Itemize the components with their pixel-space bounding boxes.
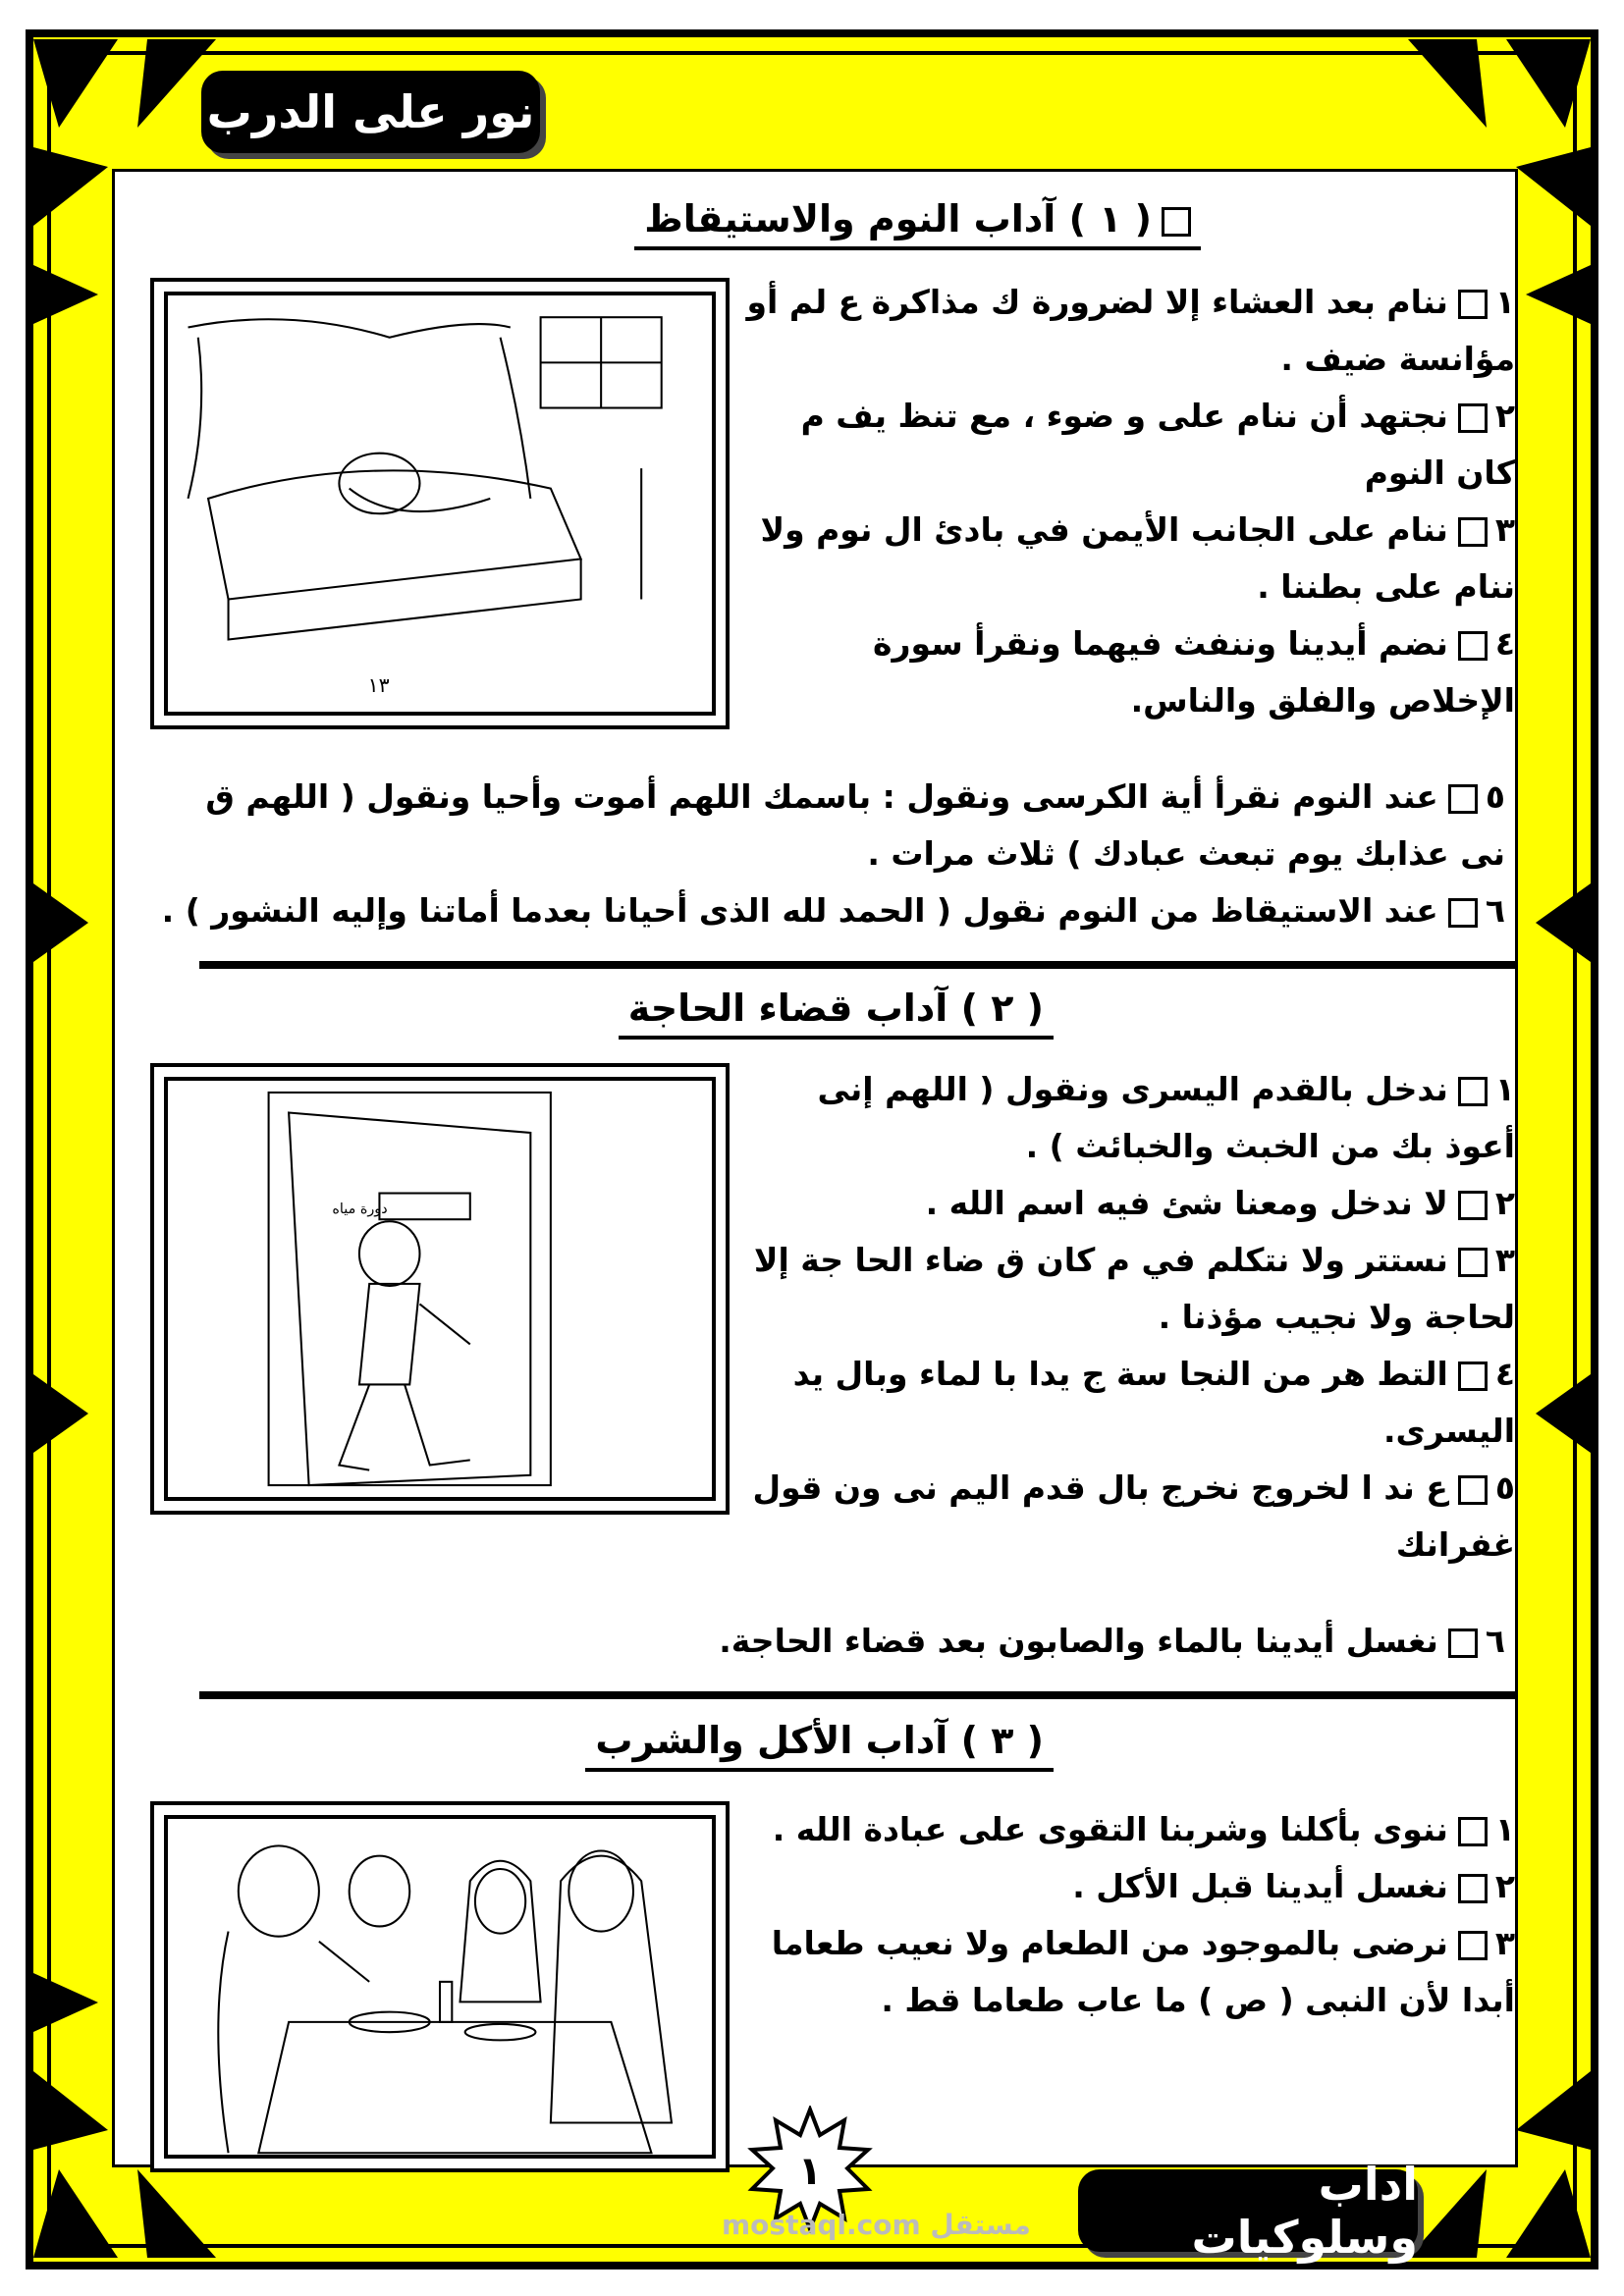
item-checkbox[interactable]: [1458, 1077, 1488, 1106]
list-item: ٣نستتر ولا نتكلم في م كان ق ضاء الحا جة إلا لحاجة ولا نجيب مؤذنا .: [753, 1241, 1515, 1336]
section-1-list-wide: [150, 769, 1505, 939]
list-item: ١ندخل بالقدم اليسرى ونقول ( اللهم إنى أعوذ بك من الخبث والخبائث ) .: [817, 1070, 1515, 1165]
section-3-title: ( ٣ ) آداب الأكل والشرب: [585, 1719, 1054, 1772]
list-item: ٣ننام على الجانب الأيمن في بادئ ال نوم ولا ننام على بطننا .: [760, 510, 1515, 606]
section-2-title: ( ٢ ) آداب قضاء الحاجة: [619, 987, 1054, 1040]
series-title-tag: [201, 71, 540, 153]
list-item: ٥عند النوم نقرأ أية الكرسى ونقول : باسمك اللهم أموت وأحيا ونقول ( اللهم ق نى عذابك يوم تبعث عبادك ) ثلاث مرات .: [205, 777, 1505, 873]
series-title: نور على الدرب: [206, 85, 535, 138]
sleep-image-page-number: ١٣: [367, 672, 390, 697]
list-item: ١ننوى بأكلنا وشربنا التقوى على عبادة الله .: [772, 1810, 1515, 1848]
door-sign: دورة مياه: [332, 1201, 388, 1218]
dining-sketch: [164, 1815, 716, 2159]
section-3-list: [739, 1801, 1515, 2029]
list-item: ٢نغسل أيدينا قبل الأكل .: [1072, 1867, 1515, 1905]
bed-sketch: [164, 292, 716, 716]
item-checkbox[interactable]: [1458, 1362, 1488, 1391]
sleeping-child-illustration: [150, 278, 730, 729]
list-item: ٤نضم أيدينا وننفث فيهما ونقرأ سورة الإخلاص والفلق والناس.: [873, 624, 1515, 720]
family-eating-illustration: [150, 1801, 730, 2172]
section-divider: [199, 1691, 1515, 1699]
item-checkbox[interactable]: [1458, 1191, 1488, 1220]
item-checkbox[interactable]: [1448, 784, 1478, 814]
content-panel: [112, 169, 1518, 2167]
section-1-list: [739, 274, 1515, 729]
item-checkbox[interactable]: [1448, 898, 1478, 928]
item-checkbox[interactable]: [1458, 1874, 1488, 1903]
list-item: ٥ع ند ا لخروج نخرج بال قدم اليم نى ون قول غفرانك: [752, 1468, 1515, 1564]
list-item: ٣نرضى بالموجود من الطعام ولا نعيب طعاما أبدا لأن النبى ( ص ) ما عاب طعاما قط .: [771, 1924, 1515, 2019]
door-sketch: [164, 1077, 716, 1501]
section-2-list-wide: [327, 1613, 1505, 1670]
list-item: ٦عند الاستيقاظ من النوم نقول ( الحمد لله الذى أحيانا بعدما أماتنا وإليه النشور ) .: [161, 891, 1505, 930]
child-leaving-restroom-illustration: [150, 1063, 730, 1515]
list-item: ٢نجتهد أن ننام على و ضوء ، مع تنظ يف م كان النوم: [800, 397, 1515, 492]
item-checkbox[interactable]: [1458, 1248, 1488, 1277]
item-checkbox[interactable]: [1448, 1629, 1478, 1658]
subject-title: آداب وسلوكيات: [1191, 2158, 1418, 2264]
section-2-list: [739, 1061, 1515, 1574]
list-item: ٦نغسل أيدينا بالماء والصابون بعد قضاء الحاجة.: [719, 1622, 1505, 1660]
watermark: مستقل mostaql.com: [722, 2209, 1031, 2241]
item-checkbox[interactable]: [1458, 403, 1488, 433]
item-checkbox[interactable]: [1458, 517, 1488, 547]
list-item: ١ننام بعد العشاء إلا لضرورة ك مذاكرة ع لم أو مؤانسة ضيف .: [746, 283, 1515, 378]
list-item: ٤التط هر من النجا سة ج يدا با لماء وبال يد اليسرى.: [792, 1355, 1515, 1450]
page-number: ١: [797, 2149, 823, 2194]
item-checkbox[interactable]: [1458, 1475, 1488, 1505]
section-divider: [199, 961, 1515, 969]
section-1-checkbox[interactable]: [1162, 207, 1191, 237]
subject-tag: [1078, 2158, 1418, 2264]
list-item: ٢لا ندخل ومعنا شئ فيه اسم الله .: [925, 1184, 1515, 1222]
item-checkbox[interactable]: [1458, 1931, 1488, 1960]
item-checkbox[interactable]: [1458, 290, 1488, 319]
section-1-title: ( ١ ) آداب النوم والاستيقاظ: [634, 197, 1201, 250]
item-checkbox[interactable]: [1458, 1817, 1488, 1846]
item-checkbox[interactable]: [1458, 631, 1488, 661]
